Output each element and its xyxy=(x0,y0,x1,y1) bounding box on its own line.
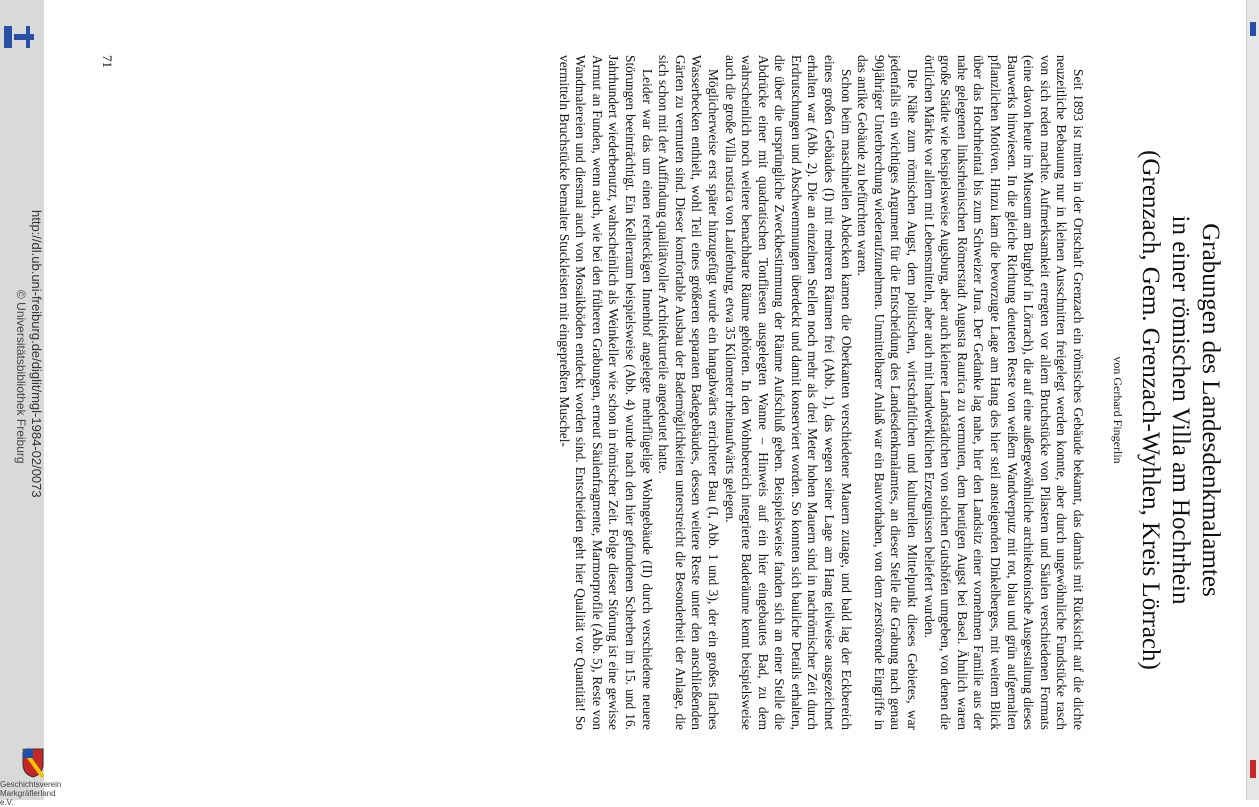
paragraph: Die Nähe zum römischen Augst, dem politischen, wirtschaftlichen und kulturellen Mittelpunkt dieses Gebietes, war jedenfalls ein wichtiges Argument für die Entscheidung des Landesdenkmalamtes, an dieser Stelle die Grabung nach genau 90jähriger Unterbrechung wiederaufzunehmen. Unmittelbarer Anlaß war ein Bauvorhaben, von dem zerstörende Eingriffe in das antike Gebäude zu befürchten waren. xyxy=(855,55,921,730)
paragraph: Seit 1893 ist mitten in der Ortschaft Grenzach ein römisches Gebäude bekannt, das damals mit Rücksicht auf die dichte neuzeitliche Bebauung nur in kleinen Ausschnitten freigelegt werden konnte, aber durch ungewöhnliche Fundstücke rasch von sich reden machte. Aufmerksamkeit erregten vor allem Bruchstücke von Pilastern und Säulen verschiedenen Formats (eine davon heute im Museum am Burghof in Lörrach), die auf eine außergewöhnliche architektonische Ausgestaltung dieses Bauwerks hinwiesen. In die gleiche Richtung deuteten Reste von weißem Wandverputz mit rot, blau und grün aufgemalten pflanzlichen Motiven. Hinzu kam die bevorzugte Lage am Hang des hier steil ansteigenden Dinkelberges, mit weitem Blick über das Hochrheintal bis zum Schweizer Jura. Der Gedanke lag nahe, hier den Landsitz einer vornehmen Familie aus der nahe gelegenen linksrheinischen Römerstadt Augusta Raurica zu vermuten, dem heutigen Augst bei Basel. Ähnlich waren große Städte wie beispielsweise Augsburg, aber auch kleinere Landstädtchen von solchen Gutshöfen umgeben, von denen die örtlichen Märkte vor allem mit Lebensmitteln, aber auch mit handwerklichen Erzeugnissen beliefert wurden. xyxy=(921,55,1086,730)
coat-of-arms-icon xyxy=(22,748,44,778)
article xyxy=(65,20,1225,800)
title-line: Grabungen des Landesdenkmalamtes xyxy=(1197,223,1224,597)
copyright-notice: © Universitätsbibliothek Freiburg xyxy=(14,290,28,464)
document-url[interactable]: http://dl.ub.uni-freiburg.de/diglit/mgl-1984-02/0073 xyxy=(29,210,44,498)
scroll-marker-icon xyxy=(1250,22,1256,36)
viewer-left-margin xyxy=(0,0,62,807)
title-line: (Grenzach, Gem. Grenzach-Wyhlen, Kreis Lörrach) xyxy=(1137,150,1164,670)
article-author: von Gerhard Fingerlin xyxy=(1111,356,1125,464)
society-label: Geschichtsverein Markgräflerland e.V. xyxy=(0,780,62,807)
crest-marker-icon xyxy=(1250,760,1256,778)
paragraph: Leider war das um einen rechteckigen Innenhof angelegte mehrflügelige Wohngebäude (II) durch verschiedene neuere Störungen beeinträchtigt. Ein Kellerraum beispielsweise (Abb. 4) wurde nach den hier gefundenen Scherben im 15. und 16. Jahrhundert wiederbenutzt, wahrscheinlich als Weinkeller wie schon in römischer Zeit. Folge dieser Störung ist eine gewisse Armut an Funden, wenn auch, wie bei den früheren Grabungen, erneut Säulenfragmente, Marmorprofile (Abb. 5), Reste von Wandmalereien und diesmal auch von Mosaikböden entdeckt worden sind. Entscheiden geht hier Qualität vor Quantität! So vermitteln Bruchstücke bemalter Stuckleisten mit eingepreßten Muschel- xyxy=(556,55,655,730)
title-line: in einer römischen Villa am Hochrhein xyxy=(1167,215,1194,605)
paragraph: Schon beim maschinellen Abdecken kamen die Oberkanten verschiedener Mauern zutage, und bald lag der Eckbereich eines großen Gebäudes (I) mit mehreren Räumen frei (Abb. 1), das wegen seiner Lage am Hang teilweise ausgezeichnet erhalten war (Abb. 2). Die an einzelnen Stellen noch mehr als drei Meter hohen Mauern sind in nachrömischer Zeit durch Erdrutschungen und Abschwemmungen überdeckt und damit konserviert worden. So konnten sich bauliche Details erhalten, die über die ursprüngliche Zweckbestimmung der Räume Aufschluß geben. Beispielsweise fanden sich an einer Stelle die Abdrücke einer mit quadratischen Tonfliesen ausgelegten Wanne – Hinweis auf ein hier eingebautes Bad, zu dem wahrscheinlich noch weitere benachbarte Räume gehörten. In den Wohnbereich integrierte Baderäume kennt beispielsweise auch die große Villa rustica von Laufenburg, etwa 35 Kilometer rheinaufwärts gelegen. xyxy=(722,55,854,730)
paragraph: Möglicherweise erst später hinzugefügt wurde ein hangabwärts errichteter Bau (I, Abb. 1 und 3), der ein großes flaches Wasserbecken enthielt, wohl Teil eines größeren separaten Badegebäudes, dessen weitere Reste unter den anschließenden Gärten zu vermuten sind. Dieser komfortable Ausbau der Bademöglichkeiten unterstreicht die Besonderheit der Anlage, die sich schon mit der Auffindung qualitätvoller Architekturteile angedeutet hatte. xyxy=(656,55,721,730)
viewer-side-text xyxy=(8,0,44,800)
viewer-right-edge[interactable] xyxy=(1246,0,1259,800)
article-body xyxy=(555,20,1086,800)
article-title xyxy=(1135,20,1225,800)
document-page xyxy=(50,0,1245,800)
page-number: 71 xyxy=(100,55,115,68)
